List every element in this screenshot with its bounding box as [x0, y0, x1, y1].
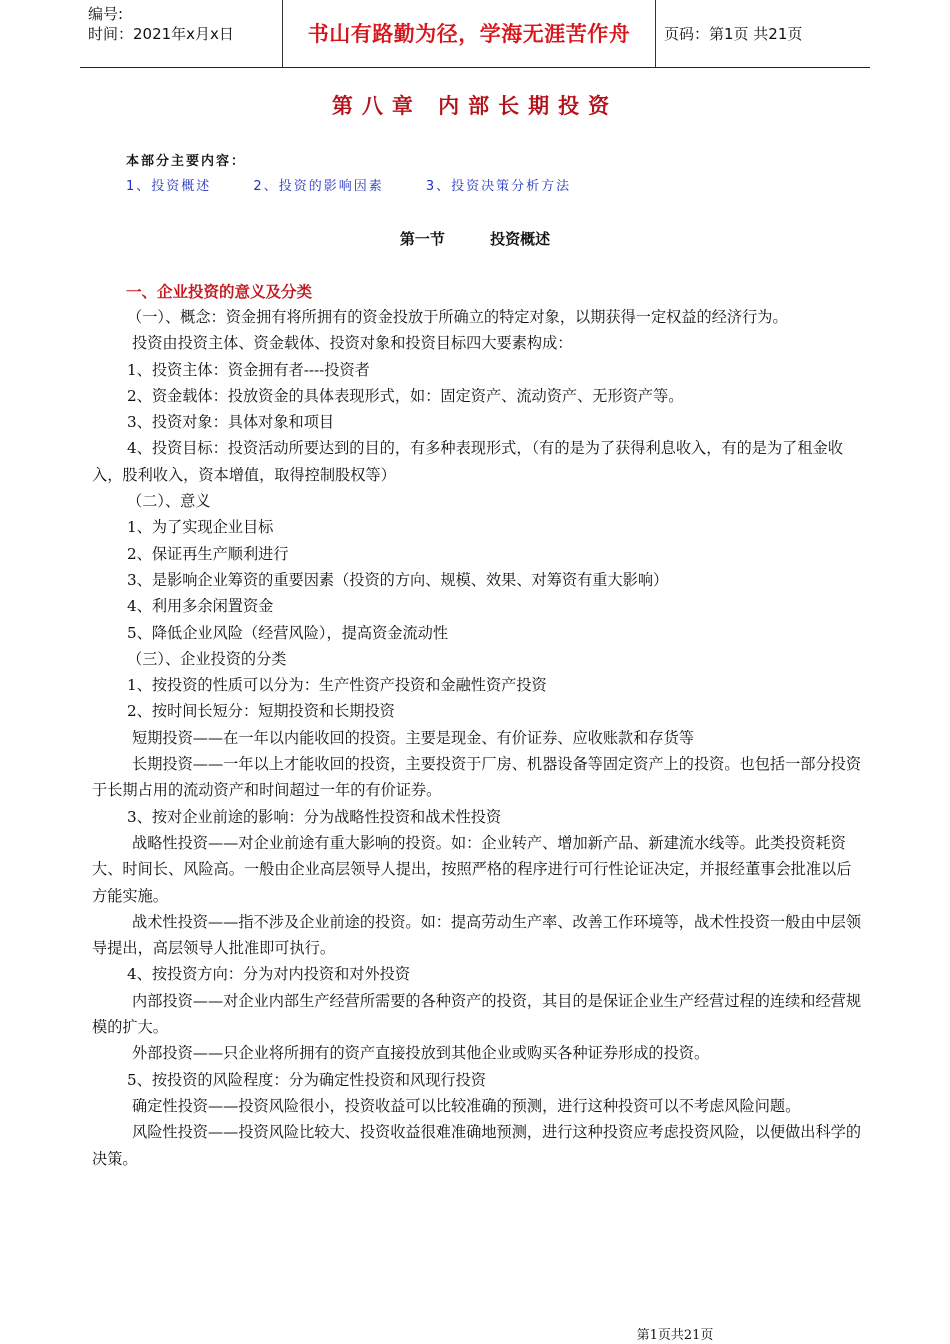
paragraph: （一）、概念：资金拥有将所拥有的资金投放于所确立的特定对象，以期获得一定权益的经济行为。	[127, 308, 788, 326]
paragraph: 5、按投资的风险程度：分为确定性投资和风现行投资	[127, 1070, 486, 1089]
paragraph: 2、按时间长短分：短期投资和长期投资	[127, 702, 395, 721]
paragraph: 3、投资对象：具体对象和项目	[127, 413, 335, 432]
paragraph: 长期投资——一年以上才能收回的投资，主要投资于厂房、机器设备等固定资产上的投资。也包括一部分投资于长期占用的流动资产和时间超过一年的有价证券。	[92, 755, 861, 800]
paragraph: 外部投资——只企业将所拥有的资产直接投放到其他企业或购买各种证券形成的投资。	[132, 1044, 710, 1063]
paragraph: 5、降低企业风险（经营风险），提高资金流动性	[127, 623, 449, 642]
paragraph: 3、按对企业前途的影响：分为战略性投资和战术性投资	[127, 807, 502, 826]
section-name: 投资概述	[490, 230, 551, 248]
paragraph: 风险性投资——投资风险比较大、投资收益很难准确地预测，进行这种投资应考虑投资风险，以便做出科学的决策。	[92, 1123, 861, 1168]
paragraph: 1、按投资的性质可以分为：生产性资产投资和金融性资产投资	[127, 676, 547, 695]
body-text	[92, 304, 862, 1172]
page-header	[80, 0, 870, 68]
chapter-title: 第八章 内部长期投资	[331, 94, 619, 118]
paragraph: 短期投资——在一年以内能收回的投资。主要是现金、有价证券、应收账款和存货等	[132, 728, 694, 747]
paragraph: 确定性投资——投资风险很小，投资收益可以比较准确的预测，进行这种投资可以不考虑风险问题。	[132, 1096, 801, 1115]
toc-item[interactable]: 3、投资决策分析方法	[425, 179, 572, 194]
document-number-label: 编号:	[88, 5, 124, 23]
paragraph: 战略性投资——对企业前途有重大影响的投资。如：企业转产、增加新产品、新建流水线等。此类投资耗资大、时间长、风险高。一般由企业高层领导人提出，按照严格的程序进行可行性论证决定，并报经董事会批准以后方能实施。	[92, 833, 852, 905]
section-title	[0, 228, 950, 249]
header-page-info: 页码：第1页 共21页	[664, 25, 803, 43]
paragraph: 4、投资目标：投资活动所要达到的目的，有多种表现形式，（有的是为了获得利息收入，有的是为了租金收入，股利收入，资本增值，取得控制股权等）	[92, 439, 843, 484]
paragraph: 1、投资主体：资金拥有者----投资者	[127, 360, 370, 379]
section-number: 第一节	[399, 230, 445, 248]
paragraph: 4、利用多余闲置资金	[127, 597, 274, 616]
paragraph: （三）、企业投资的分类	[127, 649, 287, 668]
paragraph: 3、是影响企业筹资的重要因素（投资的方向、规模、效果、对筹资有重大影响）	[127, 570, 669, 589]
paragraph: （二）、意义	[127, 492, 211, 511]
toc-list	[126, 175, 607, 194]
paragraph: 投资由投资主体、资金载体、投资对象和投资目标四大要素构成：	[132, 334, 573, 353]
header-meta	[80, 0, 282, 68]
paragraph: 战术性投资——指不涉及企业前途的投资。如：提高劳动生产率、改善工作环境等，战术性投资一般由中层领导提出，高层领导人批准即可执行。	[92, 912, 861, 958]
paragraph: 2、资金载体：投放资金的具体表现形式，如：固定资产、流动资产、无形资产等。	[127, 386, 684, 405]
toc-item[interactable]: 2、投资的影响因素	[253, 179, 384, 194]
paragraph: 4、按投资方向：分为对内投资和对外投资	[127, 965, 411, 984]
page-footer: 第1页共21页	[636, 1328, 714, 1343]
paragraph: 2、保证再生产顺利进行	[127, 544, 289, 563]
paragraph: 1、为了实现企业目标	[127, 518, 274, 537]
toc-item[interactable]: 1、投资概述	[126, 179, 212, 194]
heading-1: 一、企业投资的意义及分类	[126, 283, 313, 301]
header-motto: 书山有路勤为径，学海无涯苦作舟	[282, 0, 656, 68]
document-time: 时间：2021年x月x日	[88, 25, 234, 43]
paragraph: 内部投资——对企业内部生产经营所需要的各种资产的投资，其目的是保证企业生产经营过程的连续和经营规模的扩大。	[92, 991, 861, 1037]
toc-heading: 本部分主要内容：	[126, 154, 247, 169]
